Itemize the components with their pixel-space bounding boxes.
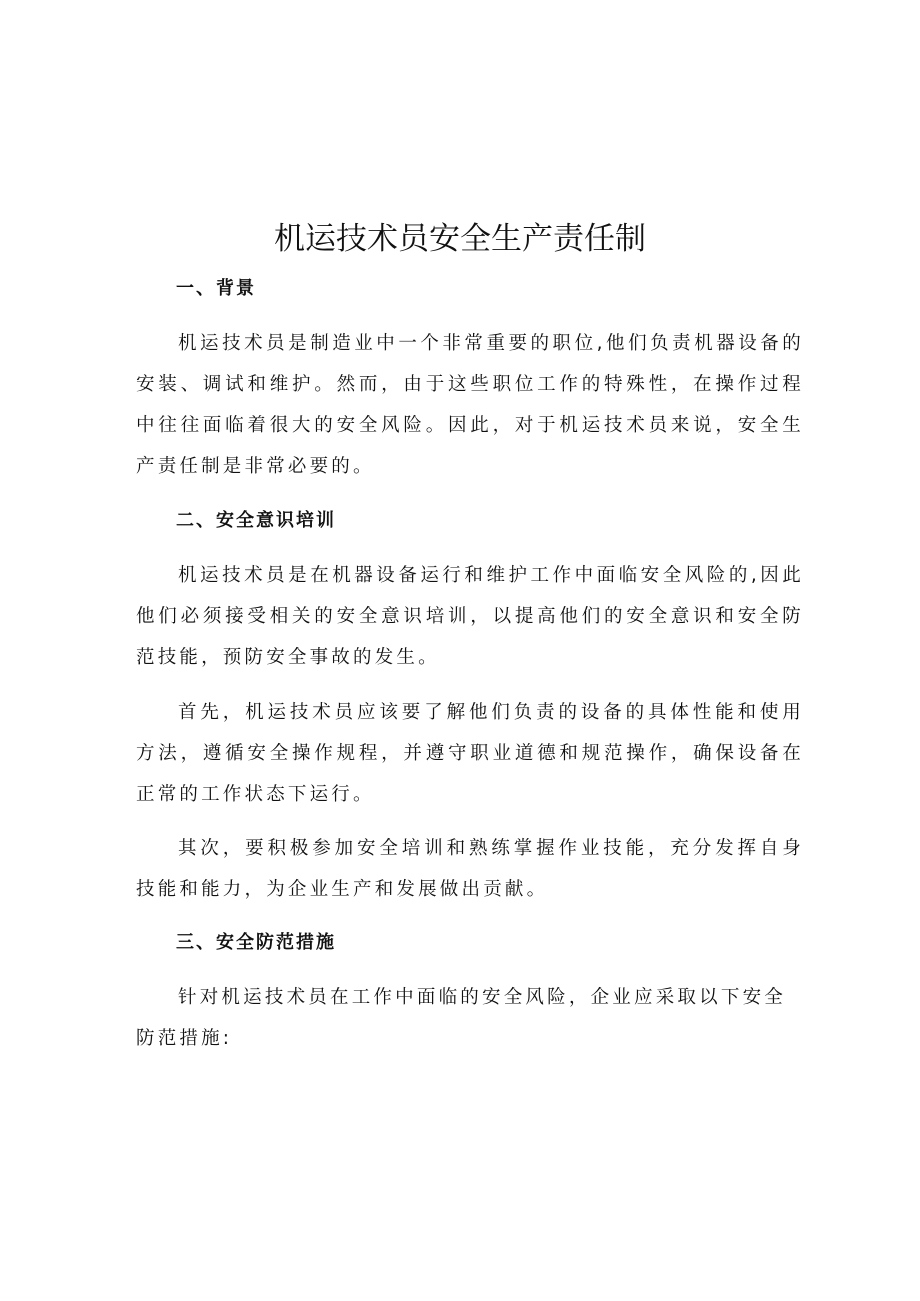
- document-title: 机运技术员安全生产责任制: [274, 221, 646, 257]
- section-heading-background: 一、背景: [176, 278, 256, 299]
- paragraph-background: 机运技术员是制造业中一个非常重要的职位,他们负责机器设备的安装、调试和维护。然而，由于这些职位工作的特殊性，在操作过程中往往面临着很大的安全风险。因此，对于机运技术员来说，安全生产责任制是非常必要的。: [136, 333, 804, 477]
- paragraph-measures-intro: 针对机运技术员在工作中面临的安全风险，企业应采取以下安全防范措施:: [136, 987, 786, 1049]
- paragraph-training-intro: 机运技术员是在机器设备运行和维护工作中面临安全风险的,因此他们必须接受相关的安全意识培训，以提高他们的安全意识和安全防范技能，预防安全事故的发生。: [136, 565, 804, 668]
- paragraph-training-second: 其次，要积极参加安全培训和熟练掌握作业技能，充分发挥自身技能和能力，为企业生产和发展做出贡献。: [136, 838, 804, 900]
- paragraph-training-first: 首先，机运技术员应该要了解他们负责的设备的具体性能和使用方法，遵循安全操作规程，并遵守职业道德和规范操作，确保设备在正常的工作状态下运行。: [136, 702, 804, 805]
- section-heading-safety-measures: 三、安全防范措施: [176, 932, 336, 953]
- section-heading-safety-training: 二、安全意识培训: [176, 510, 336, 531]
